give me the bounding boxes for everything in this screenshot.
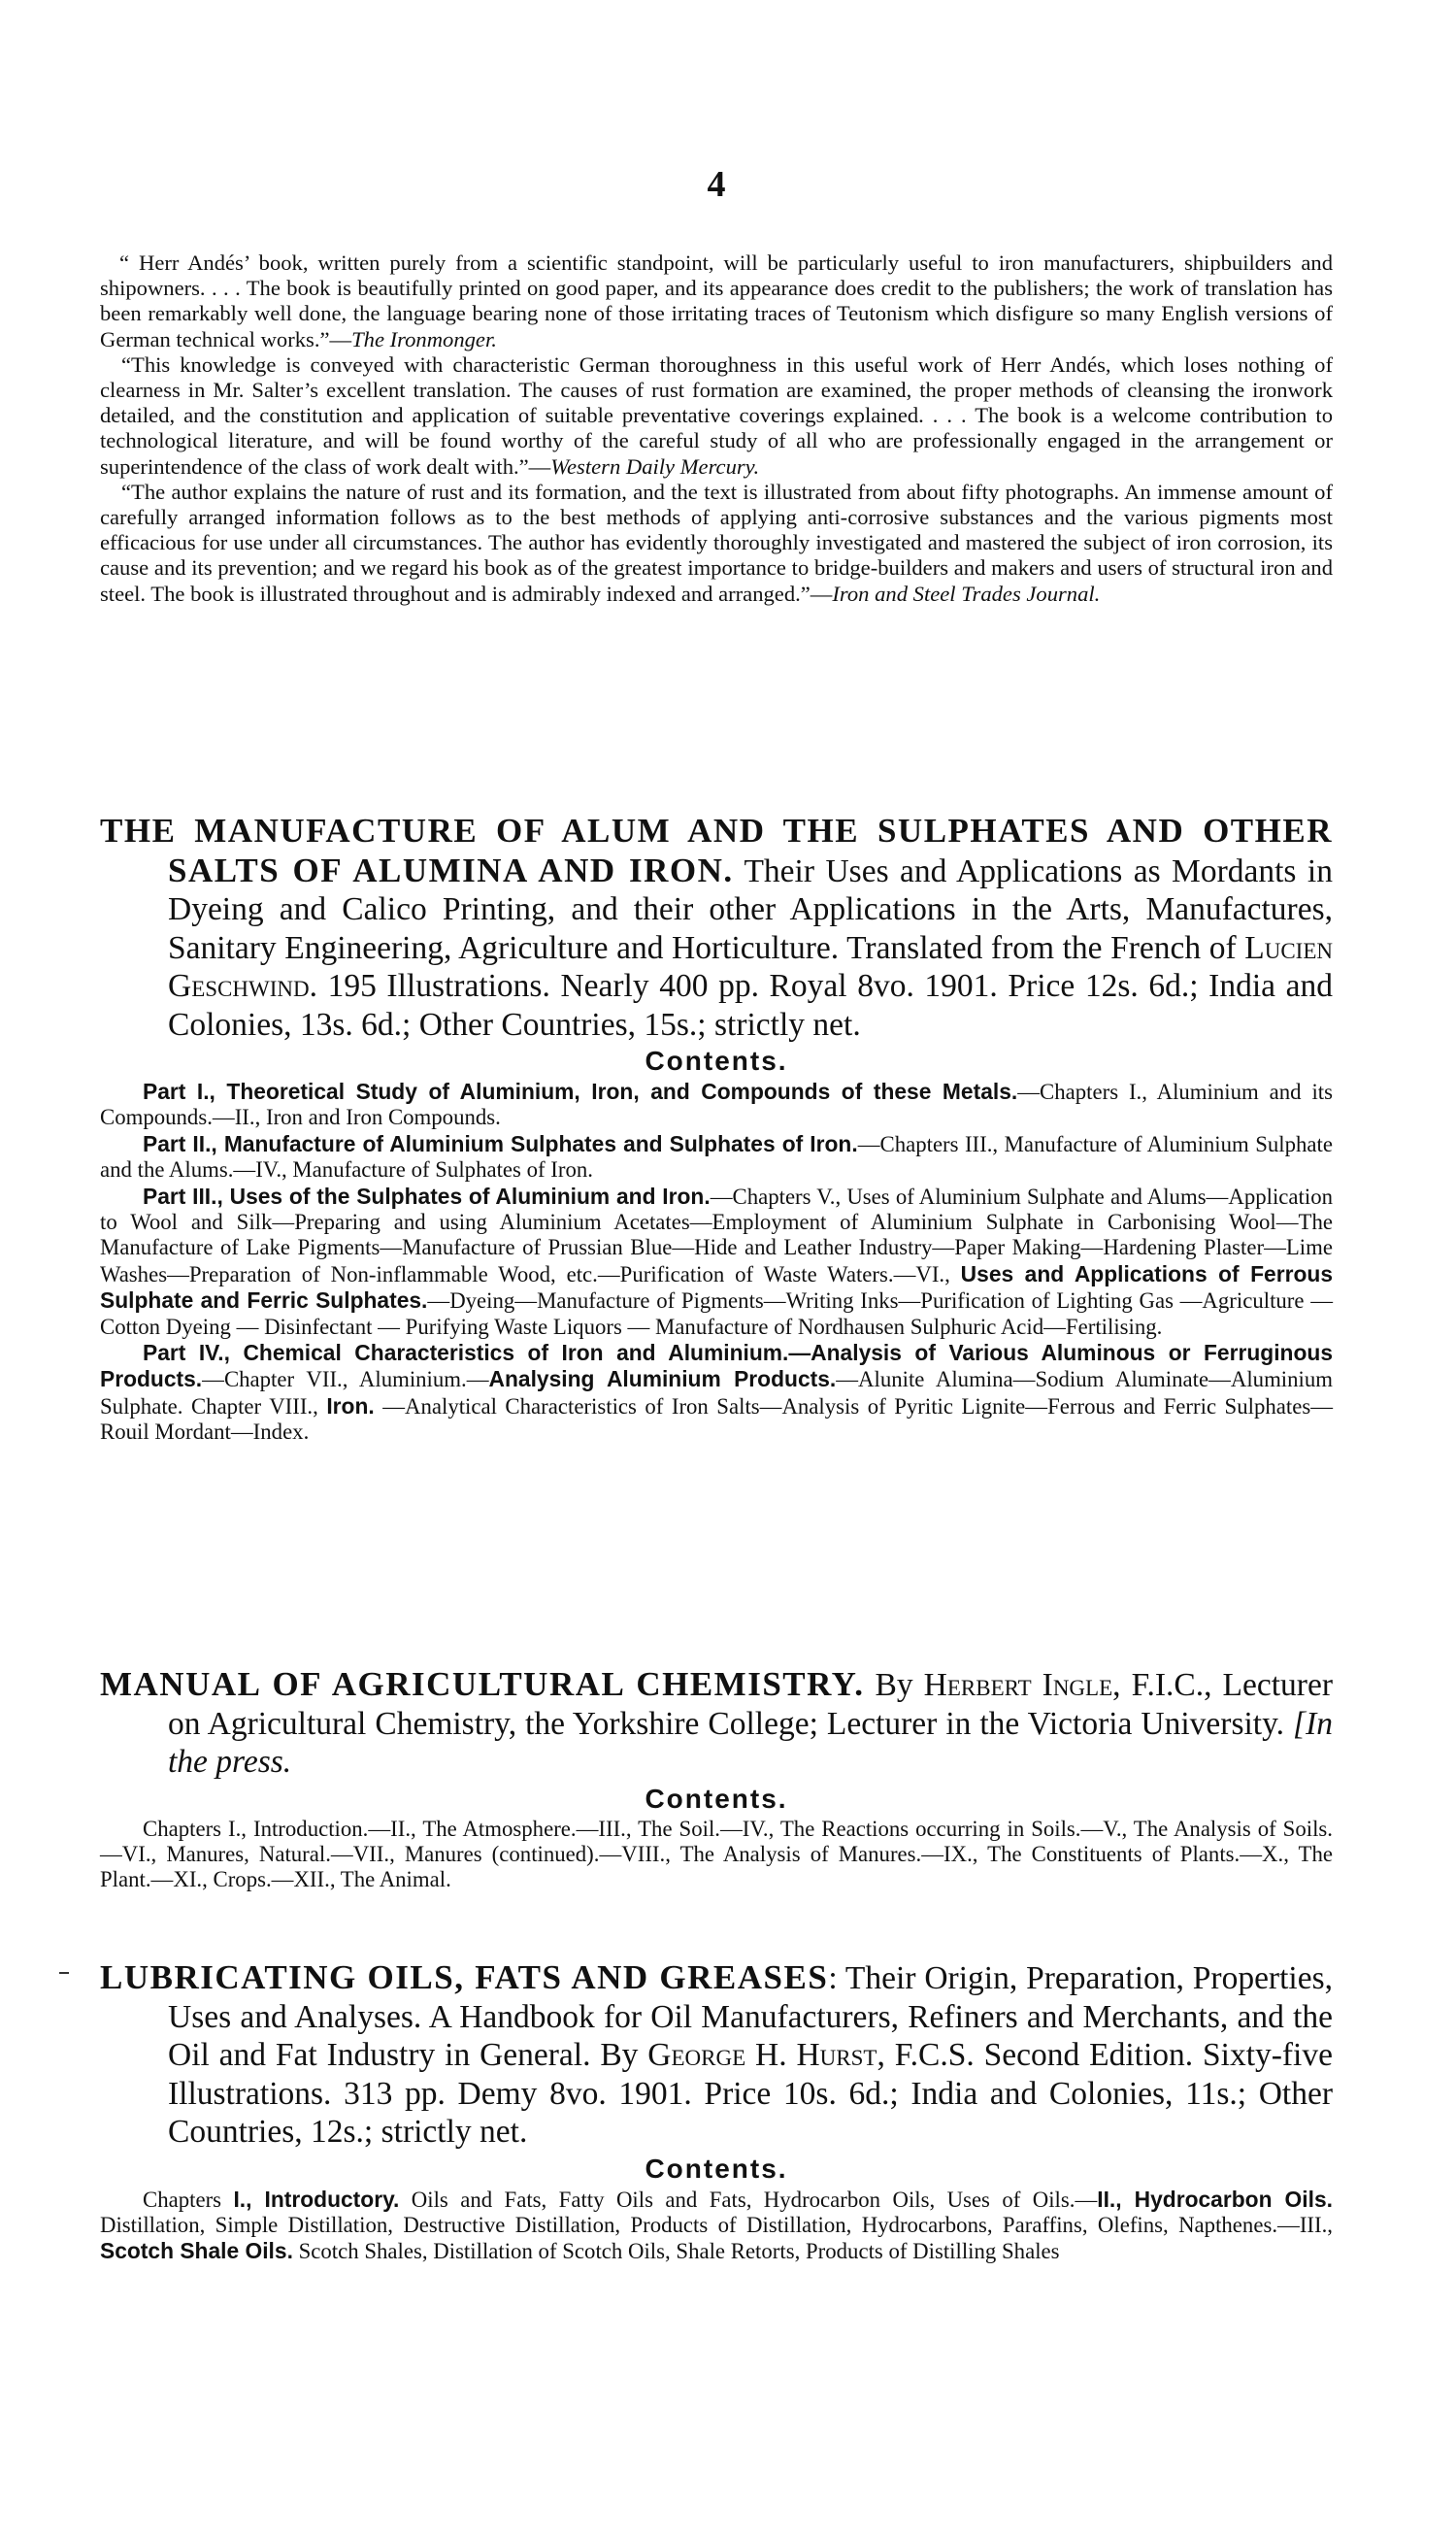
contents-part: Part I., Theoretical Study of Aluminium, Iron, and Compounds of these Metals.—Chapters I., Aluminium and its Compounds.—II., Iron and Iron Compounds. <box>100 1079 1333 1130</box>
contents-heading: Contents. <box>645 1783 788 1814</box>
book-title: MANUAL OF AGRICULTURAL CHEMISTRY. <box>100 1665 865 1703</box>
review-source: Iron and Steel Trades Journal. <box>832 581 1101 606</box>
book-author: Herbert Ingle <box>923 1667 1113 1703</box>
contents-part: Part II., Manufacture of Aluminium Sulphates and Sulphates of Iron.—Chapters III., Manufacture of Aluminium Sulphate and the Alums.—IV., Manufacture of Sulphates of Iron. <box>100 1130 1333 1183</box>
contents-heading: Contents. <box>645 1046 788 1076</box>
review-quote: “The author explains the nature of rust and its formation, and the text is illustrated from about fifty photographs. An immense amount of carefully arranged information follows as to the best methods of applying anti-corrosive substances and the various pigments most efficacious for use under all circumstances. The author has evidently thoroughly investigated and mastered the subject of iron corrosion, its cause and its prevention; and we regard his book as of the greatest importance to bridge-builders and makers and users of structural iron and steel. The book is illustrated throughout and is admirably indexed and arranged.”—Iron and Steel Trades Journal. <box>100 479 1333 606</box>
margin-mark <box>59 1972 69 1974</box>
book-entry-alum <box>100 812 1333 1446</box>
review-quotes <box>100 251 1333 607</box>
review-source: Western Daily Mercury. <box>550 453 760 479</box>
contents-list <box>100 1079 1333 1446</box>
press-note: [In the press. <box>168 1705 1333 1780</box>
book-entry-agricultural-chemistry <box>100 1665 1333 1893</box>
review-quote: “ Herr Andés’ book, written purely from a scientific standpoint, will be particularly useful to iron manufacturers, shipbuilders and shipowners. . . . The book is beautifully printed on good paper, and its appearance does credit to the publishers; the work of translation has been remarkably well done, the language bearing none of those irritating traces of Teutonism which disfigure so many English versions of German technical works.”—The Ironmonger. <box>100 251 1333 351</box>
contents-list <box>100 2187 1333 2265</box>
book-heading: LUBRICATING OILS, FATS AND GREASES: Their Origin, Preparation, Properties, Uses and Analyses. A Handbook for Oil Manufacturers, Refiners and Merchants, and the Oil and Fat Industry in General. By George H. Hurst, F.C.S. Second Edition. Sixty-five Illustrations. 313 pp. Demy 8vo. 1901. Price 10s. 6d.; India and Colonies, 11s.; Other Countries, 12s.; strictly net. <box>100 1958 1333 2150</box>
contents-heading: Contents. <box>645 2153 788 2184</box>
book-author: Lucien Geschwind <box>168 929 1333 1004</box>
contents-part: Chapters I., Introduction.—II., The Atmosphere.—III., The Soil.—IV., The Reactions occurring in Soils.—V., The Analysis of Soils.—VI., Manures, Natural.—VII., Manures (continued).—VIII., The Analysis of Manures.—IX., The Constituents of Plants.—X., The Plant.—XI., Crops.—XII., The Animal. <box>100 1816 1333 1892</box>
contents-list <box>100 1817 1333 1893</box>
contents-part: Part III., Uses of the Sulphates of Aluminium and Iron.—Chapters V., Uses of Aluminium Sulphate and Alums—Application to Wool and Silk—Preparing and using Aluminium Acetates—Employment of Aluminium Sulphate in Carbonising Wool—The Manufacture of Lake Pigments—Manufacture of Prussian Blue—Hide and Leather Industry—Paper Making—Hardening Plaster—Lime Washes—Preparation of Non-inflammable Wood, etc.—Purification of Waste Waters.—VI., Uses and Applications of Ferrous Sulphate and Ferric Sulphates.—Dyeing—Manufacture of Pigments—Writing Inks—Purification of Lighting Gas —Agriculture — Cotton Dyeing — Disinfectant — Purifying Waste Liquors — Manufacture of Nordhausen Sulphuric Acid—Fertilising. <box>100 1183 1333 1339</box>
review-source: The Ironmonger. <box>351 326 497 351</box>
contents-part: Chapters I., Introductory. Oils and Fats, Fatty Oils and Fats, Hydrocarbon Oils, Uses of Oils.—II., Hydrocarbon Oils. Distillation, Simple Distillation, Destructive Distillation, Products of Distillation, Hydrocarbons, Paraffins, Olefins, Napthenes.—III., Scotch Shale Oils. Scotch Shales, Distillation of Scotch Oils, Shale Retorts, Products of Distilling Shales <box>100 2186 1333 2264</box>
page-number: 4 <box>707 164 726 205</box>
book-heading: THE MANUFACTURE OF ALUM AND THE SULPHATES AND OTHER SALTS OF ALUMINA AND IRON. Their Uses and Applications as Mordants in Dyeing and Calico Printing, and their other Applications in the Arts, Manufactures, Sanitary Engineering, Agriculture and Horticulture. Translated from the French of Lucien Geschwind. 195 Illustrations. Nearly 400 pp. Royal 8vo. 1901. Price 12s. 6d.; India and Colonies, 13s. 6d.; Other Countries, 15s.; strictly net. <box>100 812 1333 1043</box>
book-title: THE MANUFACTURE OF ALUM AND THE SULPHATES AND OTHER SALTS OF ALUMINA AND IRON. <box>100 812 1333 889</box>
book-entry-lubricating-oils <box>100 1958 1333 2265</box>
contents-part: Part IV., Chemical Characteristics of Iron and Aluminium.—Analysis of Various Aluminous or Ferruginous Products.—Chapter VII., Aluminium.—Analysing Aluminium Products.—Alunite Alumina—Sodium Aluminate—Aluminium Sulphate. Chapter VIII., Iron. —Analytical Characteristics of Iron Salts—Analysis of Pyritic Lignite—Ferrous and Ferric Sulphates—Rouil Mordant—Index. <box>100 1340 1334 1445</box>
book-heading: MANUAL OF AGRICULTURAL CHEMISTRY. By Herbert Ingle, F.I.C., Lecturer on Agricultural Chemistry, the Yorkshire College; Lecturer in the Victoria University. [In the press. <box>100 1665 1333 1780</box>
review-quote: “This knowledge is conveyed with characteristic German thoroughness in this useful work of Herr Andés, which loses nothing of clearness in Mr. Salter’s excellent translation. The causes of rust formation are examined, the proper methods of cleansing the ironwork detailed, and the constitution and application of suitable preventative coverings explained. . . . The book is a welcome contribution to technological literature, and will be found worthy of the careful study of all who are professionally engaged in the arrangement or superintendence of the class of work dealt with.”—Western Daily Mercury. <box>100 351 1333 479</box>
book-title: LUBRICATING OILS, FATS AND GREASES <box>100 1958 829 1996</box>
book-author: George H. Hurst <box>647 2037 877 2073</box>
